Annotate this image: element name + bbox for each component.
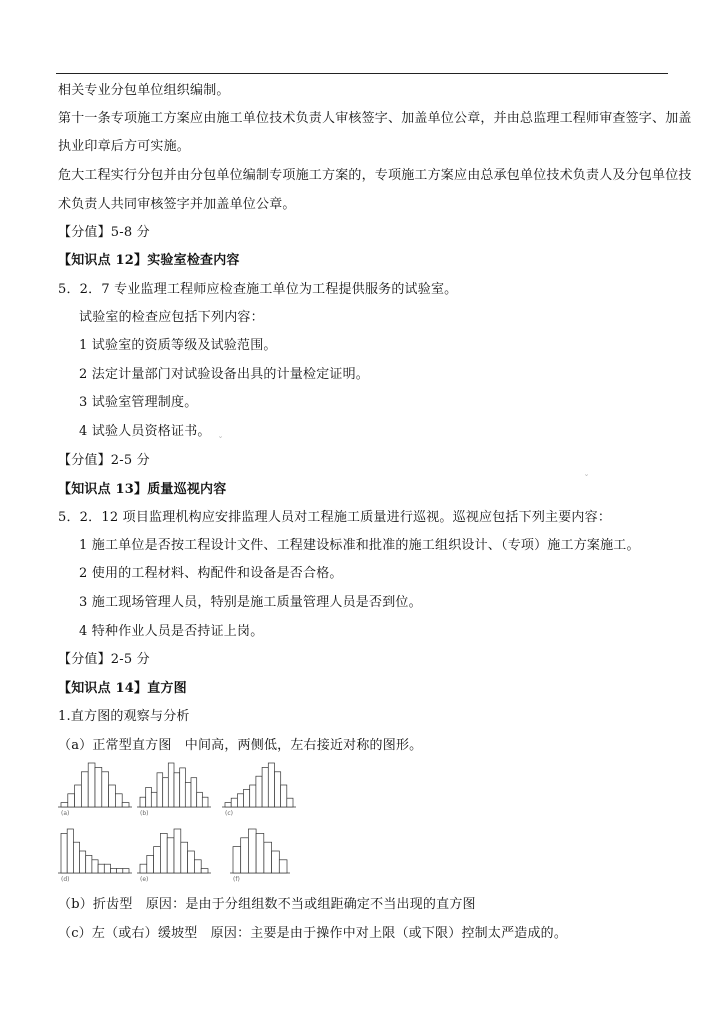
list-item: 3 试验室管理制度。 bbox=[79, 395, 198, 410]
histogram-bar bbox=[241, 838, 249, 873]
histogram-label: (c) bbox=[225, 810, 233, 817]
list-item: 1 试验室的资质等级及试验范围。 bbox=[79, 338, 277, 353]
text-line: 危大工程实行分包并由分包单位编制专项施工方案的，专项施工方案应由总承包单位技术负责人及分包单位技 bbox=[58, 168, 692, 183]
histogram-bar bbox=[180, 768, 186, 807]
histogram-bar bbox=[140, 797, 146, 807]
score-line: 【分值】2-5 分 bbox=[58, 652, 150, 667]
histogram-bar bbox=[174, 773, 180, 807]
histogram-bar bbox=[122, 803, 129, 807]
histogram-bar bbox=[88, 763, 95, 807]
histogram-bar bbox=[201, 869, 208, 873]
histogram-bar bbox=[256, 833, 264, 873]
histogram-bar bbox=[95, 767, 102, 807]
histogram-bar bbox=[174, 829, 181, 873]
histogram-bar bbox=[237, 794, 243, 807]
histogram-bar bbox=[268, 763, 274, 807]
histogram-bar bbox=[256, 776, 262, 807]
histogram-bar bbox=[61, 833, 67, 873]
text-line: 术负责人共同审核签字并加盖单位公章。 bbox=[58, 197, 296, 212]
histogram-bar bbox=[67, 829, 73, 873]
histogram-bar bbox=[81, 772, 88, 807]
list-item: 3 施工现场管理人员，特别是施工质量管理人员是否到位。 bbox=[79, 595, 422, 610]
text-line: 执业印章后方可实施。 bbox=[58, 139, 191, 154]
histogram-label: (b) bbox=[140, 810, 149, 817]
histogram-bar bbox=[248, 829, 256, 873]
histogram-bar bbox=[225, 803, 231, 807]
list-item: 4 特种作业人员是否持证上岗。 bbox=[79, 624, 264, 639]
histogram-bar bbox=[146, 787, 152, 807]
section-heading: 【知识点 12】实验室检查内容 bbox=[58, 253, 240, 268]
histogram-bar bbox=[102, 772, 109, 807]
histogram-bar bbox=[147, 855, 154, 873]
list-item: 4 试验人员资格证书。 bbox=[79, 424, 211, 439]
histogram-bar bbox=[279, 860, 287, 873]
histogram-bar bbox=[160, 833, 167, 873]
histogram-bar bbox=[191, 778, 197, 807]
histogram-bar bbox=[272, 851, 280, 873]
clause-line: 5．2．7 专业监理工程师应检查施工单位为工程提供服务的试验室。 bbox=[58, 282, 458, 297]
text-line: 试验室的检查应包括下列内容： bbox=[79, 310, 264, 325]
histogram-bar bbox=[104, 864, 110, 873]
text-line: （b）折齿型 原因：是由于分组组数不当或组距确定不当出现的直方图 bbox=[58, 897, 476, 912]
histogram-bar bbox=[233, 847, 241, 873]
list-item: 1 施工单位是否按工程设计文件、工程建设标准和批准的施工组织设计、（专项）施工方案施工。 bbox=[79, 538, 640, 553]
histogram-bar bbox=[244, 789, 250, 807]
histogram-bar bbox=[168, 763, 174, 807]
histogram-bar bbox=[157, 773, 163, 807]
histogram-bar bbox=[264, 842, 272, 873]
histogram-bar bbox=[68, 794, 75, 807]
histogram-bar bbox=[109, 785, 116, 807]
list-item: 2 法定计量部门对试验设备出具的计量检定证明。 bbox=[79, 367, 370, 382]
histogram-bar bbox=[111, 869, 117, 873]
histogram-bar bbox=[140, 864, 147, 873]
histogram-bar bbox=[117, 869, 123, 873]
histogram-bar bbox=[75, 785, 82, 807]
histogram-label: (f) bbox=[233, 876, 240, 883]
histogram-bar bbox=[287, 798, 293, 807]
histogram-bar bbox=[262, 767, 268, 807]
histogram-bar bbox=[80, 851, 86, 873]
histogram-bar bbox=[86, 855, 92, 873]
histogram-bar bbox=[73, 842, 79, 873]
histogram-bar bbox=[275, 772, 281, 807]
histogram-bar bbox=[154, 847, 161, 873]
text-line: 1.直方图的观察与分析 bbox=[58, 709, 190, 724]
histogram-bar bbox=[163, 778, 169, 807]
section-heading: 【知识点 14】直方图 bbox=[58, 681, 187, 696]
histogram-bar bbox=[202, 797, 208, 807]
histogram-bar bbox=[115, 794, 122, 807]
histogram-bar bbox=[123, 869, 129, 873]
histogram-bar bbox=[185, 783, 191, 807]
histogram-label: (e) bbox=[140, 876, 149, 883]
histogram-bar bbox=[98, 864, 104, 873]
text-line: 第十一条专项施工方案应由施工单位技术负责人审核签字、加盖单位公章，并由总监理工程师审查签字、加盖 bbox=[58, 111, 692, 126]
histogram-label: (d) bbox=[61, 876, 70, 883]
histogram-bar bbox=[188, 851, 195, 873]
histogram-bar bbox=[92, 860, 98, 873]
text-line: 相关专业分包单位组织编制。 bbox=[58, 83, 230, 98]
histogram-bar bbox=[231, 798, 237, 807]
scan-mark: ˇ bbox=[218, 436, 223, 447]
score-line: 【分值】5-8 分 bbox=[58, 225, 150, 240]
histogram-label: (a) bbox=[61, 810, 70, 817]
score-line: 【分值】2-5 分 bbox=[58, 453, 150, 468]
histogram-bar bbox=[181, 842, 188, 873]
section-heading: 【知识点 13】质量巡视内容 bbox=[58, 482, 227, 497]
histogram-bar bbox=[194, 860, 201, 873]
histogram-bar bbox=[250, 785, 256, 807]
histogram-bar bbox=[151, 792, 157, 807]
text-line: （c）左（或右）缓坡型 原因：主要是由于操作中对上限（或下限）控制太严造成的。 bbox=[58, 926, 568, 941]
histogram-bar bbox=[197, 792, 203, 807]
text-line: （a）正常型直方图 中间高，两侧低，左右接近对称的图形。 bbox=[58, 738, 423, 753]
histogram-bar bbox=[281, 785, 287, 807]
histogram-bar bbox=[167, 838, 174, 873]
list-item: 2 使用的工程材料、构配件和设备是否合格。 bbox=[79, 566, 343, 581]
scan-mark: ˇ bbox=[584, 474, 589, 485]
clause-line: 5．2．12 项目监理机构应安排监理人员对工程施工质量进行巡视。巡视应包括下列主要内容： bbox=[58, 510, 612, 525]
histogram-bar bbox=[61, 803, 68, 807]
